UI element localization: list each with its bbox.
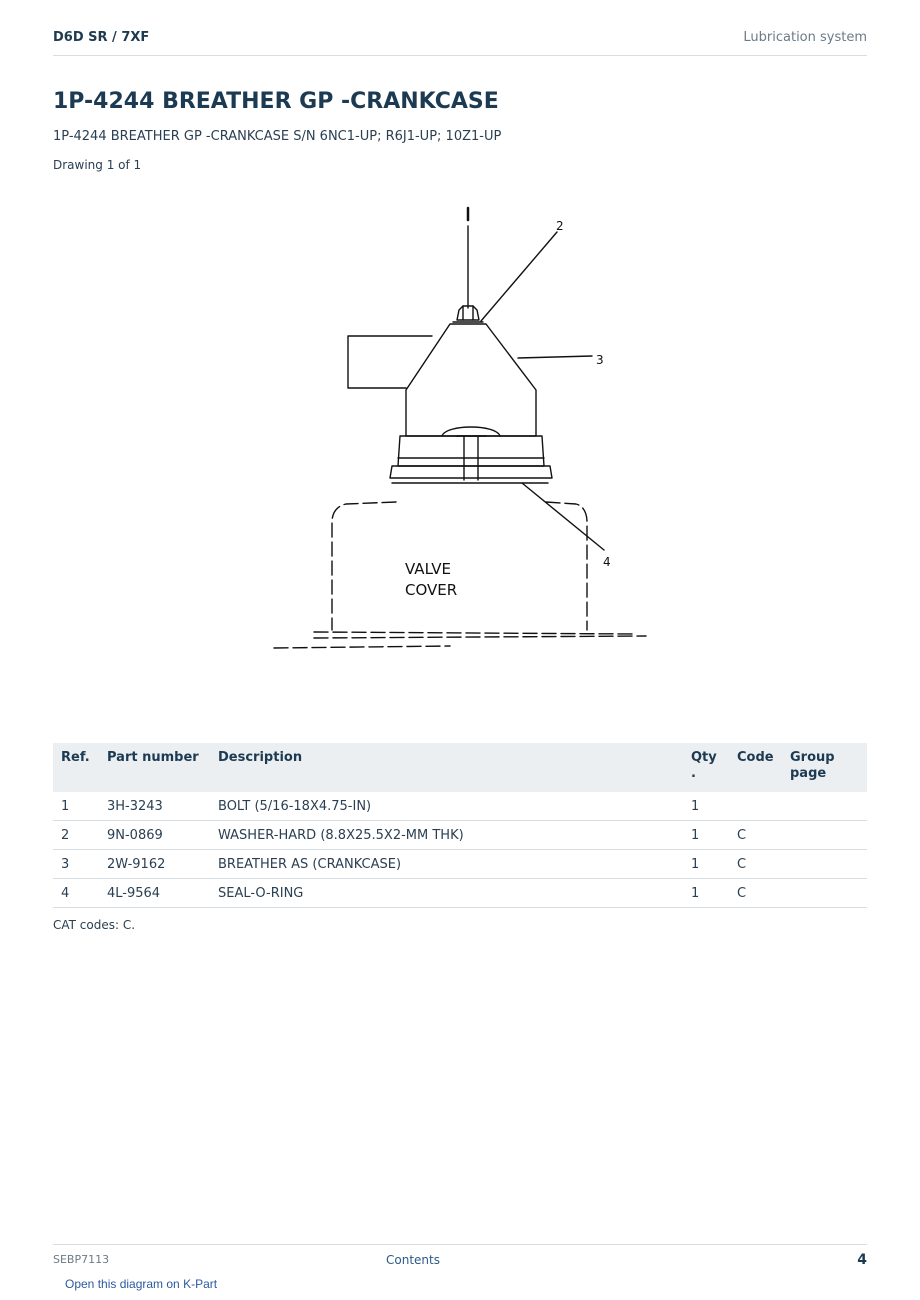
table-row (53, 821, 867, 850)
cell-part-number: 9N-0869 (99, 821, 210, 850)
cell-code: C (729, 850, 782, 879)
cell-qty: 1 (683, 792, 729, 821)
cell-ref: 1 (53, 792, 99, 821)
cell-group-page (782, 879, 867, 908)
callout-2: 2 (556, 219, 564, 233)
drawing-count: Drawing 1 of 1 (53, 158, 142, 172)
cell-description: SEAL-O-RING (210, 879, 683, 908)
col-group-page: Group page (782, 743, 867, 792)
cell-group-page (782, 792, 867, 821)
callout-line-4 (522, 483, 604, 550)
breather-diagram (250, 200, 670, 700)
footer-divider (53, 1244, 867, 1245)
callout-3: 3 (596, 353, 604, 367)
table-row (53, 879, 867, 908)
cell-ref: 2 (53, 821, 99, 850)
page-subtitle: 1P-4244 BREATHER GP -CRANKCASE S/N 6NC1-UP; R6J1-UP; 10Z1-UP (53, 129, 502, 144)
cell-description: BREATHER AS (CRANKCASE) (210, 850, 683, 879)
cat-codes-note: CAT codes: C. (53, 918, 136, 932)
valve-cover-label-2: COVER (405, 581, 458, 599)
page-number: 4 (857, 1252, 867, 1268)
valve-cover-outline (332, 502, 587, 630)
col-ref: Ref. (53, 743, 99, 792)
header-divider (53, 55, 867, 56)
cell-ref: 4 (53, 879, 99, 908)
table-row (53, 792, 867, 821)
col-description: Description (210, 743, 683, 792)
cell-qty: 1 (683, 850, 729, 879)
cell-qty: 1 (683, 879, 729, 908)
cell-part-number: 2W-9162 (99, 850, 210, 879)
contents-link[interactable]: Contents (386, 1253, 440, 1267)
cell-description: WASHER-HARD (8.8X25.5X2-MM THK) (210, 821, 683, 850)
cell-description: BOLT (5/16-18X4.75-IN) (210, 792, 683, 821)
callout-4: 4 (603, 555, 611, 569)
cell-qty: 1 (683, 821, 729, 850)
cell-group-page (782, 821, 867, 850)
cell-ref: 3 (53, 850, 99, 879)
cell-code: C (729, 879, 782, 908)
cell-code (729, 792, 782, 821)
callout-line-2 (481, 232, 557, 321)
cell-part-number: 4L-9564 (99, 879, 210, 908)
parts-table-header (53, 743, 867, 792)
col-code: Code (729, 743, 782, 792)
cell-part-number: 3H-3243 (99, 792, 210, 821)
parts-table (53, 743, 867, 908)
kpart-link[interactable]: Open this diagram on K-Part (65, 1277, 218, 1291)
cell-group-page (782, 850, 867, 879)
table-row (53, 850, 867, 879)
cell-code: C (729, 821, 782, 850)
header-model: D6D SR / 7XF (53, 30, 150, 45)
header-section: Lubrication system (743, 30, 867, 45)
side-vent (348, 336, 432, 388)
valve-cover-label-1: VALVE (405, 560, 452, 578)
callout-line-3 (518, 356, 592, 358)
breather-flange (390, 466, 552, 478)
col-part-number: Part number (99, 743, 210, 792)
breather-base (398, 436, 544, 466)
footer-doc-id: SEBP7113 (53, 1253, 110, 1266)
col-qty: Qty . (683, 743, 729, 792)
breather-body (406, 324, 536, 436)
page-title: 1P-4244 BREATHER GP -CRANKCASE (53, 89, 499, 114)
